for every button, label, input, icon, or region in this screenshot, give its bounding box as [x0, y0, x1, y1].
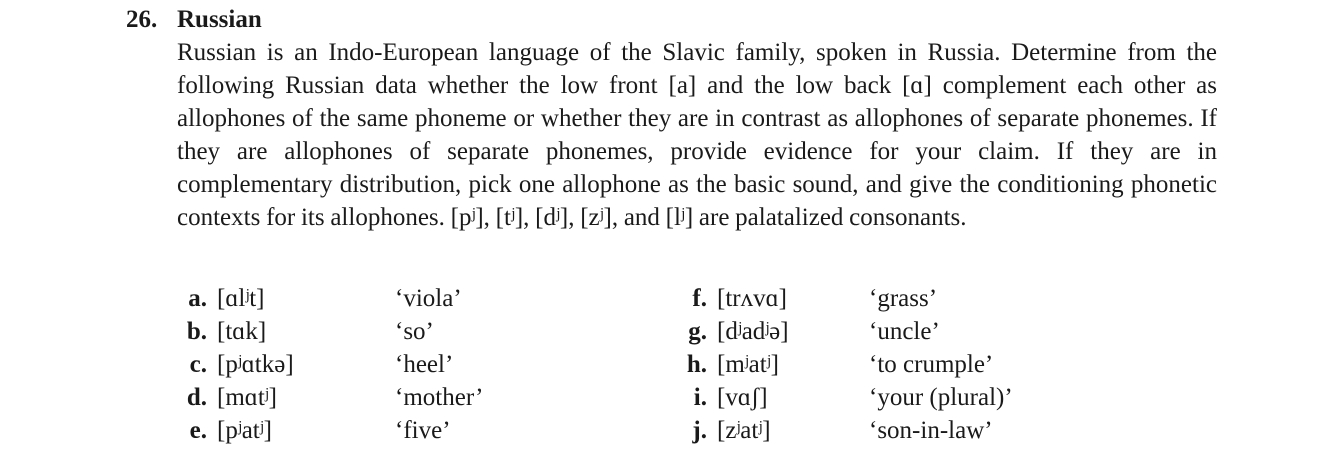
item-gloss: ‘mother’	[395, 384, 484, 411]
item-letter: b.	[186, 318, 207, 345]
item-ipa: [ɑlʲt]	[217, 285, 265, 312]
item-ipa: [mʲatʲ]	[717, 351, 779, 378]
exercise-number: 26.	[126, 6, 158, 33]
item-gloss: ‘your (plural)’	[869, 384, 1013, 411]
item-gloss: ‘five’	[395, 417, 451, 444]
item-gloss: ‘viola’	[395, 285, 462, 312]
item-letter: i.	[693, 384, 707, 411]
item-gloss: ‘heel’	[395, 351, 454, 378]
exercise-prompt: Russian is an Indo-European language of the Slavic family, spoken in Russia. Determine from the following Russian data whether the low front [a] and the low back [ɑ] complement each other as allophones of the same phoneme or whether they are in contrast as allophones of separate phonemes. If they are allophones of separate phonemes, provide evidence for your claim. If they are in complementary distribution, pick one allophone as the basic sound, and give the conditioning phonetic contexts for its allophones. [pʲ], [tʲ], [dʲ], [zʲ], and [lʲ] are palatalized consonants.	[177, 39, 1217, 231]
item-gloss: ‘so’	[395, 318, 434, 345]
item-gloss: ‘son-in-law’	[869, 417, 993, 444]
item-gloss: ‘grass’	[869, 285, 938, 312]
item-gloss: ‘to crumple’	[869, 351, 994, 378]
item-ipa: [vɑʃ]	[717, 384, 768, 411]
item-letter: c.	[189, 351, 207, 378]
item-letter: h.	[686, 351, 707, 378]
item-letter: a.	[188, 285, 207, 312]
item-letter: e.	[189, 417, 207, 444]
item-ipa: [mɑtʲ]	[217, 384, 277, 411]
item-ipa: [trʌvɑ]	[717, 285, 787, 312]
item-letter: d.	[186, 384, 207, 411]
item-ipa: [pʲɑtkə]	[217, 351, 294, 378]
item-ipa: [tɑk]	[217, 318, 267, 345]
item-ipa: [dʲadʲə]	[717, 318, 789, 345]
exercise-title: Russian	[177, 6, 262, 33]
item-ipa: [pʲatʲ]	[217, 417, 272, 444]
item-letter: f.	[692, 285, 707, 312]
item-letter: j.	[692, 417, 707, 444]
item-ipa: [zʲatʲ]	[717, 417, 771, 444]
item-letter: g.	[688, 318, 707, 345]
item-gloss: ‘uncle’	[869, 318, 940, 345]
